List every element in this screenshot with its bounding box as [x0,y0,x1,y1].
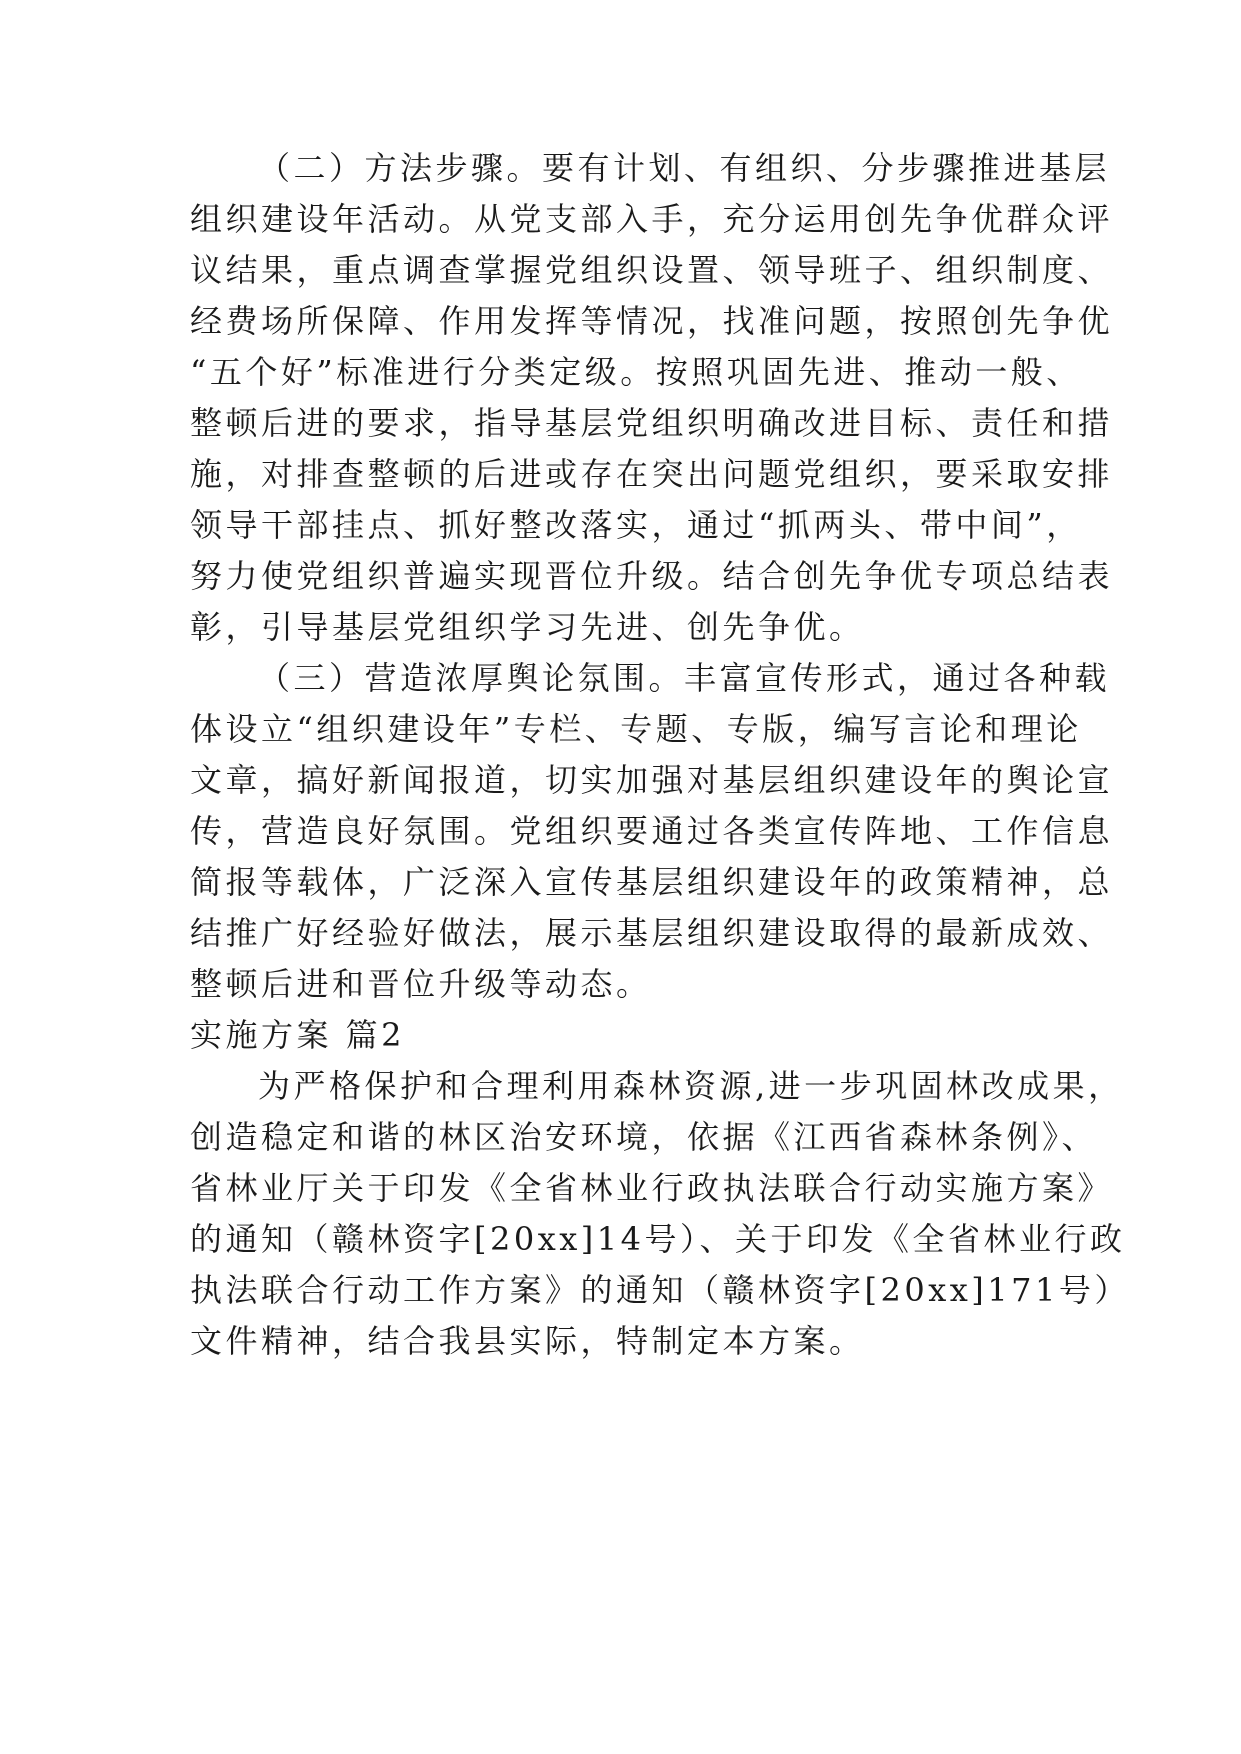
paragraph-line: 的通知（赣林资字[20xx]14号）、关于印发《全省林业行政 [190,1220,1126,1258]
paragraph-line: 整顿后进的要求，指导基层党组织明确改进目标、责任和措 [190,404,1114,442]
paragraph-line: 施，对排查整顿的后进或存在突出问题党组织，要采取安排 [190,455,1114,493]
paragraph-line: 为严格保护和合理利用森林资源,进一步巩固林改成果， [258,1067,1124,1105]
paragraph-line: 传，营造良好氛围。党组织要通过各类宣传阵地、工作信息 [190,812,1114,850]
paragraph-line: 省林业厅关于印发《全省林业行政执法联合行动实施方案》 [190,1169,1114,1207]
paragraph-line: 简报等载体，广泛深入宣传基层组织建设年的政策精神，总 [190,863,1114,901]
paragraph-line: 文章，搞好新闻报道，切实加强对基层组织建设年的舆论宣 [190,761,1114,799]
paragraph-line: 创造稳定和谐的林区治安环境，依据《江西省森林条例》、 [190,1118,1098,1156]
paragraph-line: 文件精神，结合我县实际，特制定本方案。 [190,1322,865,1360]
paragraph-line: 经费场所保障、作用发挥等情况，找准问题，按照创先争优 [190,302,1114,340]
paragraph-line: （二）方法步骤。要有计划、有组织、分步骤推进基层 [258,149,1111,187]
paragraph-line: （三）营造浓厚舆论氛围。丰富宣传形式，通过各种载 [258,659,1111,697]
paragraph-line: 组织建设年活动。从党支部入手，充分运用创先争优群众评 [190,200,1114,238]
paragraph-line: 议结果，重点调查掌握党组织设置、领导班子、组织制度、 [190,251,1114,289]
paragraph-line: 彰，引导基层党组织学习先进、创先争优。 [190,608,865,646]
paragraph-line: “五个好”标准进行分类定级。按照巩固先进、推动一般、 [190,353,1082,391]
paragraph-line: 执法联合行动工作方案》的通知（赣林资字[20xx]171号） [190,1271,1130,1309]
paragraph-line: 努力使党组织普遍实现晋位升级。结合创先争优专项总结表 [190,557,1114,595]
paragraph-line: 结推广好经验好做法，展示基层组织建设取得的最新成效、 [190,914,1114,952]
paragraph-line: 整顿后进和晋位升级等动态。 [190,965,652,1003]
paragraph-line: 体设立“组织建设年”专栏、专题、专版，编写言论和理论 [190,710,1082,748]
paragraph-line: 领导干部挂点、抓好整改落实，通过“抓两头、带中间”， [190,506,1082,544]
section-heading: 实施方案 篇2 [190,1016,406,1054]
